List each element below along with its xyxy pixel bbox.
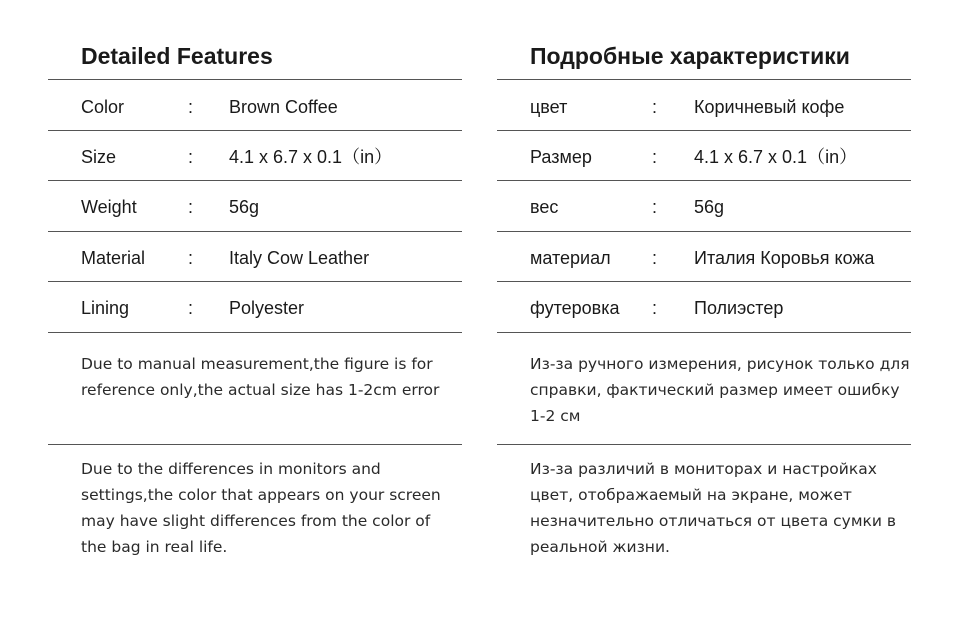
feature-label: цвет <box>530 97 568 117</box>
feature-separator: : <box>188 298 194 318</box>
feature-value: Italy Cow Leather <box>229 248 370 268</box>
feature-value: 56g <box>229 197 260 217</box>
feature-label: Weight <box>81 197 137 217</box>
feature-separator: : <box>188 197 194 217</box>
features-title: Detailed Features <box>81 43 273 69</box>
divider <box>48 231 462 232</box>
feature-row-size <box>497 132 911 182</box>
feature-separator: : <box>652 97 658 117</box>
divider <box>48 332 462 333</box>
feature-row-material <box>48 233 462 283</box>
feature-value: Италия Коровья кожа <box>694 248 875 268</box>
feature-row-lining <box>48 283 462 333</box>
divider <box>497 180 911 181</box>
feature-value: 4.1 x 6.7 x 0.1（in） <box>694 147 858 167</box>
divider <box>497 332 911 333</box>
divider <box>497 130 911 131</box>
measurement-note: Из-за ручного измерения, рисунок только для справки, фактический размер имеет ошибку 1-2 см <box>530 355 910 425</box>
feature-separator: : <box>652 298 658 318</box>
feature-row-weight <box>497 182 911 232</box>
feature-separator: : <box>188 147 194 167</box>
feature-value: Полиэстер <box>694 298 784 318</box>
divider <box>497 444 911 445</box>
feature-row-size <box>48 132 462 182</box>
color-note: Из-за различий в мониторах и настройках цвет, отображаемый на экране, может незначительно отличаться от цвета сумки в реальной жизни. <box>530 460 897 556</box>
feature-row-material <box>497 233 911 283</box>
feature-label: Color <box>81 97 125 117</box>
feature-separator: : <box>652 197 658 217</box>
feature-label: вес <box>530 197 559 217</box>
divider <box>497 281 911 282</box>
feature-separator: : <box>652 147 658 167</box>
features-title: Подробные характеристики <box>530 43 850 69</box>
measurement-note: Due to manual measurement,the figure is for reference only,the actual size has 1-2cm error <box>81 355 440 399</box>
feature-label: материал <box>530 248 611 268</box>
feature-row-weight <box>48 182 462 232</box>
feature-separator: : <box>652 248 658 268</box>
feature-row-color <box>497 82 911 132</box>
feature-value: 4.1 x 6.7 x 0.1（in） <box>229 147 393 167</box>
divider <box>497 231 911 232</box>
feature-value: Polyester <box>229 298 305 318</box>
feature-value: Brown Coffee <box>229 97 338 117</box>
divider <box>48 79 462 80</box>
feature-row-lining <box>497 283 911 333</box>
divider <box>48 180 462 181</box>
feature-value: Коричневый кофе <box>694 97 845 117</box>
divider <box>497 79 911 80</box>
feature-row-color <box>48 82 462 132</box>
divider <box>48 130 462 131</box>
divider <box>48 281 462 282</box>
color-note: Due to the differences in monitors and settings,the color that appears on your screen may have slight differences from the color of the bag in real life. <box>81 460 441 556</box>
feature-separator: : <box>188 97 194 117</box>
feature-value: 56g <box>694 197 725 217</box>
feature-label: Size <box>81 147 117 167</box>
feature-label: футеровка <box>530 298 620 318</box>
feature-label: Material <box>81 248 146 268</box>
feature-separator: : <box>188 248 194 268</box>
feature-label: Lining <box>81 298 130 318</box>
feature-label: Размер <box>530 147 592 167</box>
divider <box>48 444 462 445</box>
